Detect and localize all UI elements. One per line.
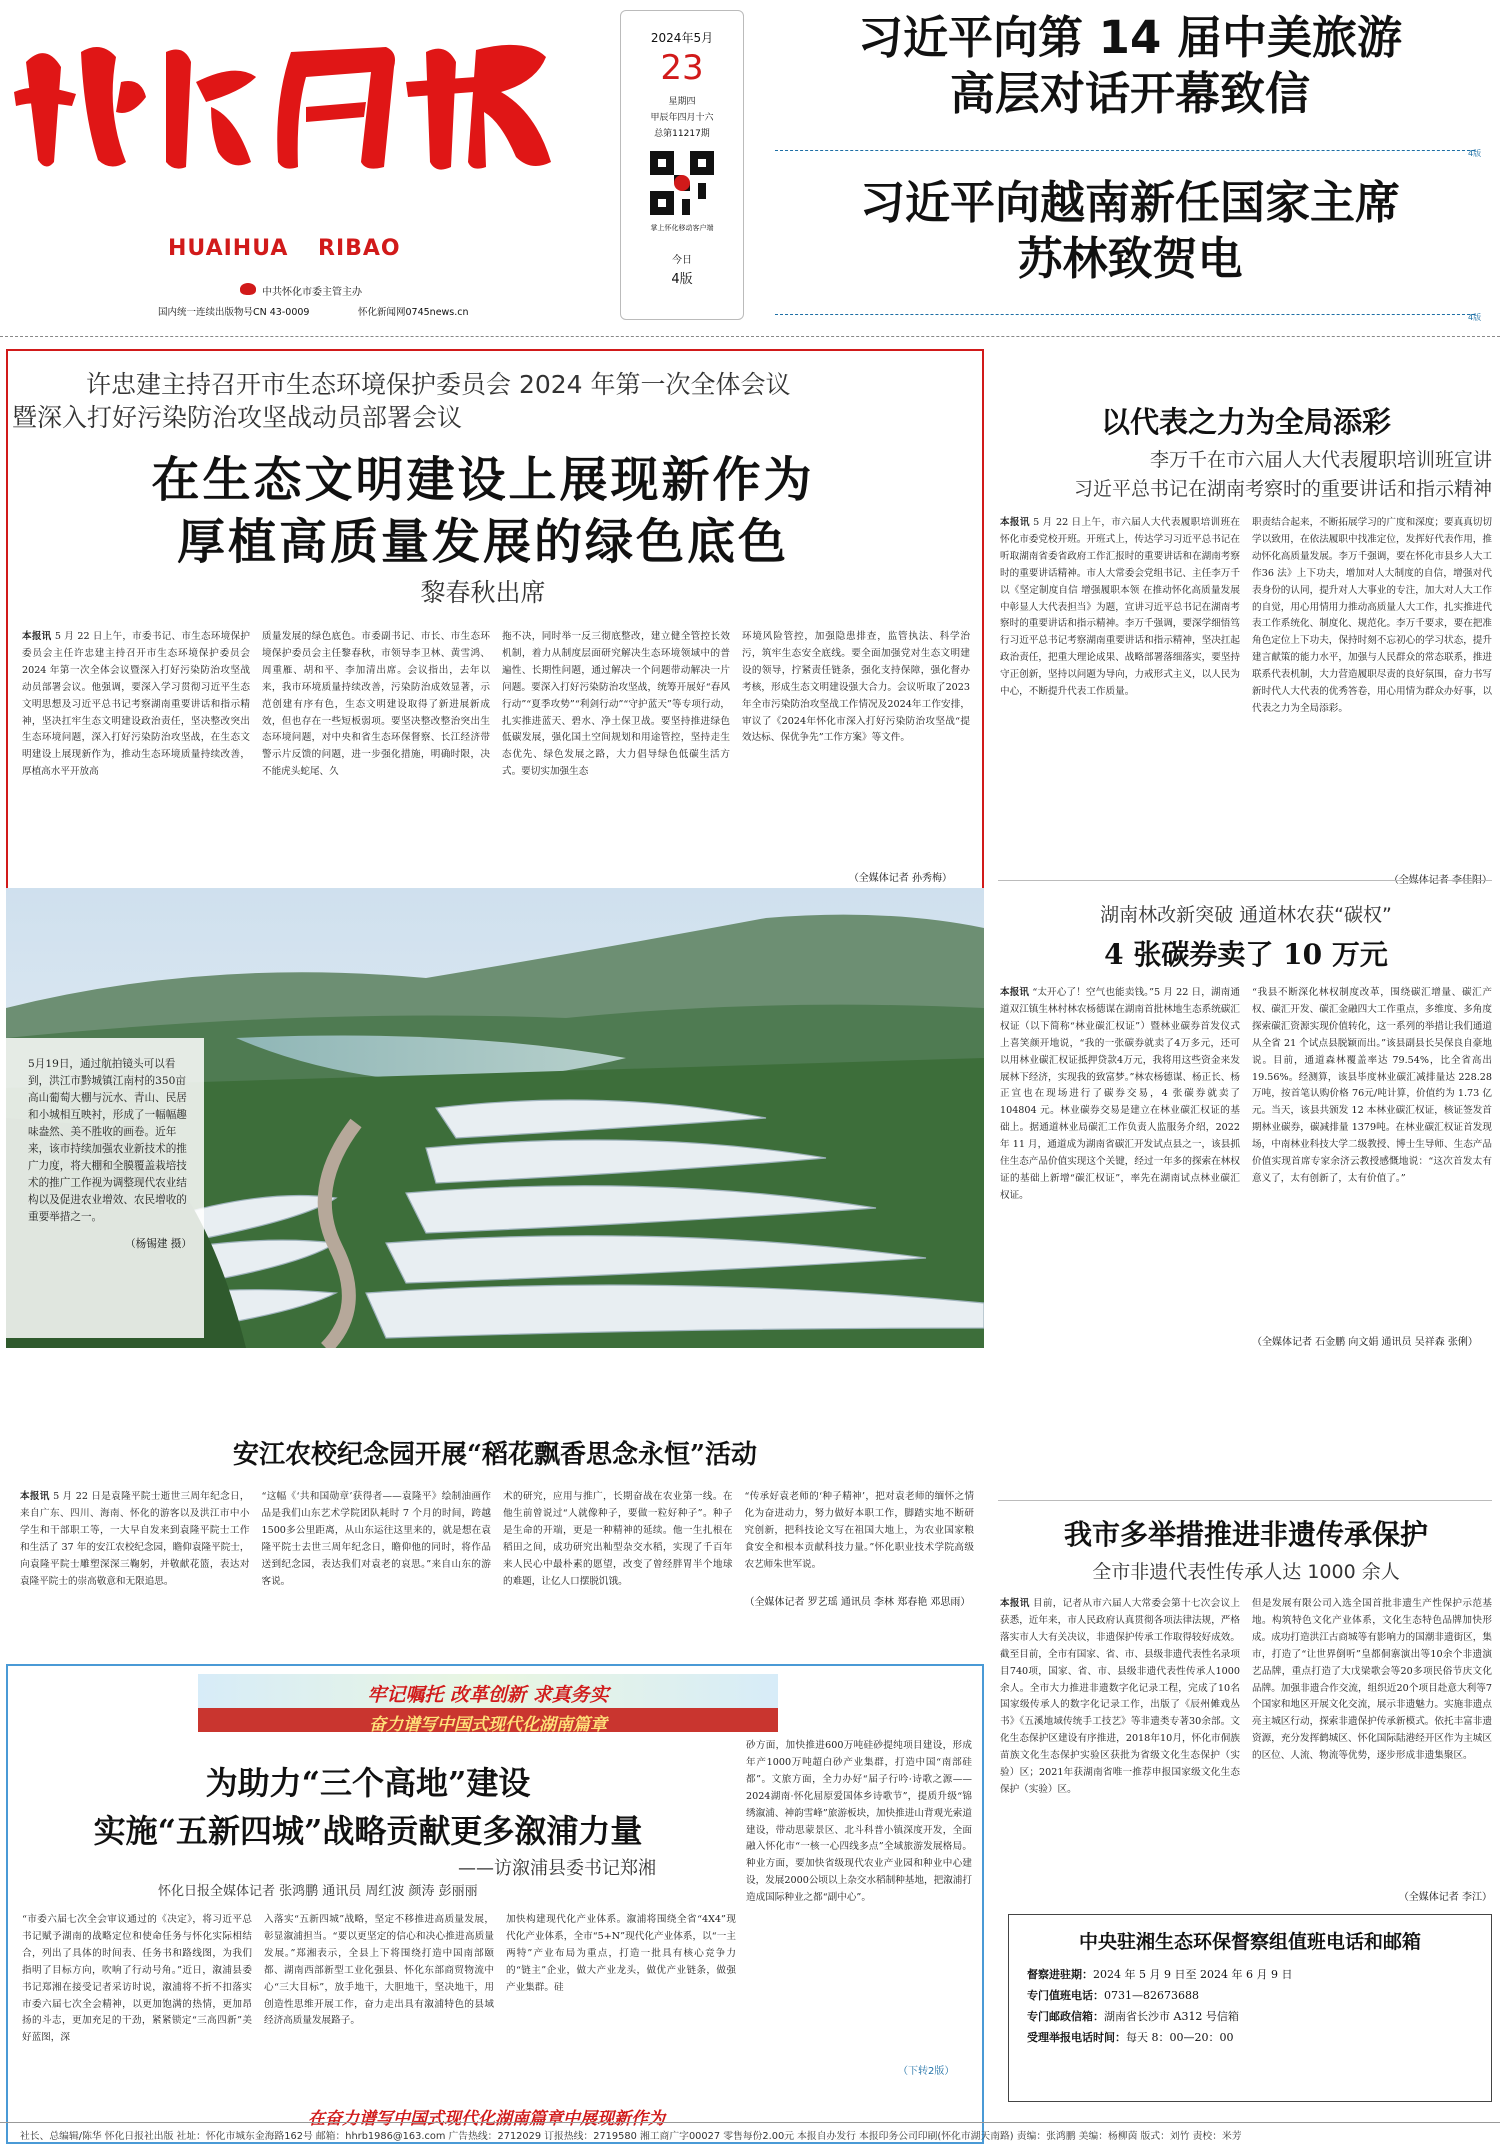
article5-col-2: 入落实“五新四城”战略，坚定不移推进高质量发展，彰显溆浦担当。“要以更坚定的信心和决心推进高质量发展。”郑湘表示，全县上下将围绕打造中国南部颐都、湖南西部新型工业化强县、怀化东部商贸物流中心“三大目标”，放手地干，大胆地干，坚决地干，用创造性思维开展工作，奋力走出具有溆浦特色的县域经济高质量发展路子。 (264, 1914, 494, 2027)
article6-col-1-text: 目前，记者从市六届人大常委会第十七次会议上获悉，近年来，市人民政府认真贯彻各项法律法规，严格落实市人大有关决议，非遗保护传承工作取得较好成效。截至目前，全市有国家、省、市、县级非遗代表性名录项目740项，国家、省、市、县级非遗代表性传承人1000余人。全市大力推进非遗数字化记录工程，完成了10名国家级传承人的数字化记录工作，出版了《辰州傩戏丛书》《五溪地域传统手工技艺》等非遗类专著30余部。文化生态保护区建设有序推进，2018年10月，怀化市侗族苗族文化生态保护实验区获批为省级文化生态保护（实验）区；2021年获湖南省唯一推荐申报国家级文化生态保护（实验）区。 (1000, 1598, 1240, 1795)
notice-period: 督察进驻期：2024 年 5 月 9 日至 2024 年 6 月 9 日 (1027, 1968, 1293, 1981)
top-headline-1-page[interactable]: 4版 (1468, 149, 1482, 158)
qr-code-icon[interactable] (650, 151, 714, 215)
qr-caption: 掌上怀化移动客户端 (650, 224, 714, 232)
article6-subtitle: 全市非遗代表性传承人达 1000 余人 (1092, 1561, 1400, 1583)
masthead-website: 怀化新闻网0745news.cn (358, 307, 469, 318)
party-emblem-icon (240, 283, 256, 295)
article2-sub2: 习近平总书记在湖南考察时的重要讲话和指示精神 (1073, 478, 1492, 500)
article-representatives[interactable] (1000, 390, 1492, 860)
article3-kicker: 湖南林改新突破 通道林农获“碳权” (1100, 904, 1392, 926)
banner-line-1: 牢记嘱托 改革创新 求真务实 (367, 1684, 609, 1706)
article4-col-1-text: 5 月 22 日是袁隆平院士逝世三周年纪念日，来自广东、四川、海南、怀化的游客以及洪江市中小学生和干部职工等，一大早自发来到袁隆平院士工作和生活了 37 年的安江农校纪念园，瞻仰袁隆平院士，向袁隆平院士雕塑深深三鞠躬，并敬献花篮，表达对袁隆平院士的崇高敬意和无限追思。 (20, 1491, 250, 1587)
lead-kicker-2: 暨深入打好污染防治攻坚战动员部署会议 (12, 403, 463, 432)
masthead-serial: 国内统一连续出版物号CN 43-0009 (158, 307, 310, 318)
masthead (0, 0, 1500, 330)
article5-col-4: 砂方面，加快推进600万吨硅砂提纯项目建设，形成年产1000万吨超白砂产业集群，打造中国“南部硅都”。文旅方面，全力办好“届子行吟·诗歌之源——2024湖南·怀化屈原爱国体乡诗歌节”，提质升级“锦绣溆浦、神韵雪峰”旅游板块，加快推进山背观光索道建设，带动思蒙景区、北斗科普小镇深度开发，全面融入怀化市“一核一心四线多点”全域旅游发展格局。种业方面，要加快省级现代农业产业园和种业中心建设，发展2000公顷以上杂交水稻制种基地，把溆浦打造成国际种业之都“副中心”。 (746, 1740, 972, 1904)
article5-body-left (22, 1912, 736, 2092)
lead-col-1-text: 5 月 22 日上午，市委书记、市生态环境保护委员会主任许忠建主持召开市生态环境保护委员会 2024 年第一次全体会议暨深入打好污染防治攻坚战动员部署会议。他强调，要深入学习贯彻习近平生态文明思想及习近平总书记考察湖南重要讲话和指示精神，坚决扛牢生态文明建设政治责任，坚决整改突出生态环境问题，深入打好污染防治攻坚战，在生态文明建设上展现新作为，推动生态环境质量持续改善，厚植高水平开放高 (22, 631, 250, 778)
article5-reporters: 怀化日报全媒体记者 张鸿鹏 通讯员 周红波 颜涛 彭丽丽 (158, 1884, 478, 1899)
article2-byline (1000, 871, 1492, 886)
article5-title-2: 实施“五新四城”战略贡献更多溆浦力量 (93, 1812, 643, 1850)
lead-col-3: 拖不决，同时举一反三彻底整改，建立健全管控长效机制，着力从制度层面研究解决生态环境领域中的普遍性、长期性问题，通过解决一个问题带动解决一片问题。要深入打好污染防治攻坚战，统筹开展好“春风行动”“夏季攻势”“利剑行动”“守护蓝天”等专项行动，扎实推进蓝天、碧水、净土保卫战。要坚持推进绿色低碳发展，强化国土空间规划和用途管控，坚持走生态优先、绿色发展之路，大力倡导绿色低碳生活方式。要切实加强生态 (502, 631, 730, 778)
article5-subtitle: ——访溆浦县委书记郑湘 (458, 1858, 656, 1879)
article4-col-3: 术的研究，应用与推广，长期奋战在农业第一线。在他生前曾说过“人就像种子，要做一粒好种子”。种子是生命的开端，更是一种精神的延续。他一生扎根在稻田之间，成功研究出籼型杂交水稻，实现了千百年来人民心中最朴素的愿望，改变了曾经胖胃半个地球的难题，让亿人口摆脱饥饿。 (503, 1491, 733, 1587)
issue-lunar: 甲辰年四月十六 (650, 113, 714, 123)
article-intangible-heritage[interactable] (1000, 1505, 1492, 1903)
lead-article[interactable] (6, 349, 984, 892)
article5-col-1: “市委六届七次全会审议通过的《决定》，将习近平总书记赋予湖南的战略定位和使命任务与怀化实际相结合，列出了具体的时间表、任务书和路线图，为我们指明了目标方向，吹响了行动号角。”近日，溆浦县委书记郑湘在接受记者采访时说，溆浦将不折不扣落实市委六届七次全会精神，以更加饱满的热情，更加昂扬的斗志，更加充足的干劲，紧紧锁定“三高四新”美好蓝图，深 (22, 1914, 252, 2044)
inspection-notice (1008, 1914, 1492, 2102)
article-rice-memorial[interactable] (6, 1430, 984, 1645)
issue-day: 23 (660, 48, 704, 88)
article6-title: 我市多举措推进非遗传承保护 (1063, 1518, 1428, 1551)
masthead-rule (0, 336, 1500, 337)
article4-title: 安江农校纪念园开展“稻花飘香思念永恒”活动 (233, 1440, 757, 1470)
photo-credit: （杨锡建 摄） (125, 1238, 192, 1250)
top-headline-2[interactable] (770, 175, 1490, 287)
issue-weekday: 星期四 (668, 97, 696, 107)
notice-mailbox: 专门邮政信箱：湖南省长沙市 A312 号信箱 (1027, 2010, 1239, 2023)
photo-caption: 5月19日，通过航拍镜头可以看到，洪江市黔城镇江南村的350亩高山葡萄大棚与沅水、青山、民居和小城相互映衬，形成了一幅幅趣味盎然、美不胜收的画卷。近年来，该市持续加强农业新技术的推广力度，将大棚和全膜覆盖栽培技术的推广工作视为调整现代农业结构以及促进农业增效、农民增收的重要举措之一。 (28, 1058, 187, 1223)
article5-continued[interactable]: （下转2版） (898, 2066, 955, 2077)
article2-dateline: 本报讯 (1000, 517, 1030, 528)
issue-date: 2024年5月 (650, 31, 714, 45)
article4-col-4: “传承好袁老师的‘种子精神’，把对袁老师的缅怀之情化为奋进动力，努力做好本职工作，脚踏实地不断研究创新，把科技论文写在祖国大地上，为农业国家粮食安全和根本贡献科技力量。”怀化职业技术学院高级农艺师朱世军说。 (744, 1491, 974, 1570)
lead-col-1 (22, 629, 250, 859)
article4-byline: （全媒体记者 罗艺瑶 通讯员 李林 郑春艳 邓思雨） (744, 1597, 971, 1608)
page-count: 4版 (671, 272, 693, 287)
banner-line-2: 奋力谱写中国式现代化湖南篇章 (369, 1715, 607, 1735)
lead-byline: （全媒体记者 孙秀梅） (848, 873, 952, 884)
article4-col-1 (20, 1489, 250, 1624)
top-headline-1-line1: 习近平向第 14 届中美旅游 (858, 11, 1402, 64)
notice-title: 中央驻湘生态环保督察组值班电话和邮箱 (1078, 1931, 1421, 1953)
theme-banner (198, 1674, 778, 1735)
article3-col-2: “我县不断深化林权制度改革，围绕碳汇增量、碳汇产权、碳汇开发、碳汇金融四大工作重点，多维度、多角度探索碳汇资源实现价值转化，这一系列的举措让我们通道从全省 21 个试点县脱颖而出。”该县副县长吴保良自豪地说。目前，通道森林覆盖率达 79.54%，比全省高出19.56%。经测算，该县毕度林业碳汇减排量达 228.28 万吨，按首笔认购价格 76元/吨计算，价值约为 1.73 亿元。当天，该县共颁发 12 本林业碳汇权证，核证签发首期林业碳券，碳减排量 1379吨。在林业碳汇权证首发现场，中南林业科技大学二级教授、博士生导师、生态产品价值实现首席专家余济云教授感慨地说：“这次首发太有意义了，太有创新了，太有价值了。” (1252, 987, 1492, 1184)
feature-photo[interactable] (6, 888, 984, 1348)
lead-title-2: 厚植高质量发展的绿色底色 (176, 514, 789, 570)
article6-body (1000, 1596, 1492, 1886)
top-headline-1[interactable] (770, 10, 1490, 122)
article2-col-2: 职责结合起来，不断拓展学习的广度和深度；要真真切切学以致用，在依法履职中找准定位，发挥好代表作用，推动怀化高质量发展。李万千强调，要在怀化市县乡人大工作36 法》上下功夫，增加对人大制度的自信，增强对代表身份的认同，提升对人大事业的专注，加大对人大工作的自觉，用心用情用力推动高质量人大工作，扎实推进代表工作系统化、制度化、规范化。李万千要求，要在把准角色定位上下功夫，保持时刻不忘初心的学习状态，提升建言献策的能力水平，加强与人民群众的常态联系，推进联系代表机制，大力营造履职尽责的良好氛围，奋力书写新时代人大代表的优秀答卷，用心用情为群众办好事，以代表之力为全局添彩。 (1252, 517, 1492, 714)
article3-byline: （全媒体记者 石金鹏 向文娟 通讯员 吴祥森 张俐） (1252, 1337, 1478, 1348)
article-carbon-coupons[interactable] (1000, 892, 1492, 1348)
article4-col-4-wrap (745, 1489, 975, 1624)
article6-col-2: 但是发展有限公司入选全国首批非遗生产性保护示范基地。构筑特色文化产业体系，文化生态特色品牌加快形成。成功打造洪江古商城等有影响力的国潮非遗街区，集市，打造了“让世界倒听”皇都侗寨演出等10余个非遗演艺品牌，重点打造了大戊梁歌会等20多项民俗节庆文化品牌。加强非遗合作交流，组织近20个项目赴意大利等7个国家和地区开展文化交流，展示非遗魅力。实施非遗点亮主城区行动，探索非遗保护传承新模式。依托丰富非遗资源，充分发挥鹤城区、怀化国际陆港经开区作为主城区的区位、人流、物流等优势，逐步形成非遗集聚区。 (1252, 1598, 1492, 1762)
top-headline-2-line2: 苏林致贺电 (1017, 232, 1243, 285)
article3-title: 4 张碳券卖了 10 万元 (1104, 938, 1388, 971)
article6-dateline: 本报讯 (1000, 1598, 1030, 1609)
masthead-sponsor: 中共怀化市委主管主办 (262, 287, 362, 298)
date-block (620, 10, 744, 320)
article2-body (1000, 515, 1492, 867)
lead-col-4: 环境风险管控，加强隐患排查，监管执法、科学治污，筑牢生态安全底线。要全面加强党对生态文明建设的领导，拧紧责任链条，强化支持保障，强化督办考核，形成生态文明建设强大合力。会议听取了2023年全市污染防治攻坚战工作情况及2024年工作安排，审议了《2024年怀化市深入打好污染防治攻坚战“提效达标、保优争先”工作方案》等文件。 (742, 631, 970, 744)
newspaper-logo (6, 22, 566, 182)
article2-col-1 (1000, 515, 1240, 867)
headline-divider (775, 150, 1475, 151)
lead-subtitle: 黎春秋出席 (420, 578, 546, 607)
footer-rule (0, 2122, 1500, 2123)
today-label: 今日 (672, 255, 692, 266)
top-headline-2-line1: 习近平向越南新任国家主席 (859, 176, 1400, 229)
article6-col-1 (1000, 1596, 1240, 1886)
notice-phone[interactable]: 专门值班电话：0731—82673688 (1027, 1989, 1199, 2002)
article2-sub1: 李万千在市六届人大代表履职培训班宣讲 (1149, 449, 1492, 471)
masthead-pinyin-right: RIBAO (318, 236, 401, 261)
article6-byline: （全媒体记者 李江） (1398, 1892, 1492, 1903)
article4-dateline: 本报讯 (20, 1491, 50, 1502)
article3-col-1-text: “太开心了！空气也能卖钱。”5 月 22 日，湖南通道双江镇生林村林农杨德谋在湖南首批林地生态系统碳汇权证（以下简称“林业碳汇权证”）暨林业碳券首发仪式上喜笑颜开地说，“我的一张碳券就卖了4万多元，还可以用林业碳汇权证抵押贷款4万元，我将用这些资金来发展林下经济，实现我的致富梦。”林农杨德谋、杨正长、杨正宣也在现场进行了碳券交易，4 张碳券就卖了 104804 元。林业碳券交易是建立在林业碳汇权证的基础上。据通道林业局碳汇工作负责人监服务介绍，2022 年 11 月，通道成为湖南省碳汇开发试点县之一，该县抓住生态产品价值实现这个关键，经过一年多的探索在林权证的基础上新增“碳汇权证”，率先在湖南试点林业碳汇权证。 (1000, 987, 1240, 1201)
article4-col-2: “这幅《‘共和国勋章’获得者——袁隆平》绘制油画作品是我们山东艺术学院团队耗时 7 个月的时间，跨越 1500多公里距离，从山东运往这里来的，就是想在袁隆平院士去世三周年纪念日，瞻仰他的同时，将作品送到纪念园，表达我们对袁老的哀思。”来自山东的游客说。 (261, 1491, 491, 1587)
footer-imprint: 社长、总编辑/陈华 怀化日报社出版 社址：怀化市城东金海路162号 邮箱：hhrb1986@163.com 广告热线：2712029 订报热线：2719580 湘工商广字00027 零售每份2.00元 本报自办发行 本报印务公司印刷(怀化市湖天南路) 责编：张鸿鹏 美编：杨柳茵 版式：刘竹 责校：米芳 (20, 2131, 1242, 2142)
divider (998, 1500, 1492, 1501)
top-headline-1-line2: 高层对话开幕致信 (949, 67, 1310, 120)
article3-body (1000, 985, 1492, 1331)
top-headline-2-page[interactable]: 4版 (1468, 313, 1482, 322)
article2-title: 以代表之力为全局添彩 (1100, 405, 1391, 439)
lead-dateline: 本报讯 (22, 631, 52, 642)
article3-dateline: 本报讯 (1000, 987, 1030, 998)
masthead-pinyin-left: HUAIHUA (168, 236, 289, 261)
photo-caption-box (6, 1038, 204, 1338)
notice-hours: 受理举报电话时间：每天 8：00—20：00 (1027, 2031, 1234, 2044)
lead-kicker-1: 许忠建主持召开市生态环境保护委员会 2024 年第一次全体会议 (86, 370, 791, 399)
lead-title-1: 在生态文明建设上展现新作为 (151, 452, 815, 508)
article3-col-1 (1000, 985, 1240, 1331)
issue-number: 总第11217期 (654, 129, 710, 139)
lead-col-2: 质量发展的绿色底色。市委副书记、市长、市生态环境保护委员会主任黎春秋，市领导李卫林、黄雪鸿、周重雁、胡和平、李加清出席。会议指出，去年以来，我市环境质量持续改善，污染防治成效显著，示范创建有序有色，生态文明建设取得了新进展新成效，但也存在一些短板弱项。要坚决整改整治突出生态环境问题，对中央和省生态环保督察、长江经济带警示片反馈的问题，进一步强化措施，明确时限，决不能虎头蛇尾、久 (262, 631, 490, 778)
article5-col-3: 加快构建现代化产业体系。溆浦将围绕全省“4X4”现代化产业体系，全市“5+N”现代化产业体系，以“一主两特”产业布局为重点，打造一批具有核心竞争力的“链主”企业，做大产业龙头，做优产业链条，做强产业集群。硅 (506, 1914, 736, 1993)
divider (998, 880, 1492, 881)
article5-slogan: 在奋力谱写中国式现代化湖南篇章中展现新作为 (308, 2109, 665, 2129)
article2-col-1-text: 5 月 22 日上午，市六届人大代表履职培训班在怀化市委党校开班。开班式上，传达学习习近平总书记在听取湖南省委省政府工作汇报时的重要讲话和在湖南考察时的重要讲话精神。市人大常委会党组书记、主任李万千以《坚定制度自信 增强履职本领 在推动怀化高质量发展中彰显人大代表担当》为题，宣讲习近平总书记在湖南考察时的重要讲话和指示精神。李万千强调，要深学细悟笃行习近平总书记考察湖南重要讲话和指示精神，坚决扛起政治责任，把重大理论成果、战略部署落细落实，要坚持守正创新，坚持以问题为导向，力戒形式主义，以人民为中心，不断提升代表工作质量。 (1000, 517, 1240, 698)
lead-body (22, 629, 970, 859)
headline-divider-2 (775, 314, 1475, 315)
article-xupu-interview[interactable] (6, 1664, 984, 2144)
notice-lines (1027, 1964, 1491, 2048)
article5-title-1: 为助力“三个高地”建设 (205, 1764, 531, 1802)
article4-body (20, 1489, 974, 1624)
